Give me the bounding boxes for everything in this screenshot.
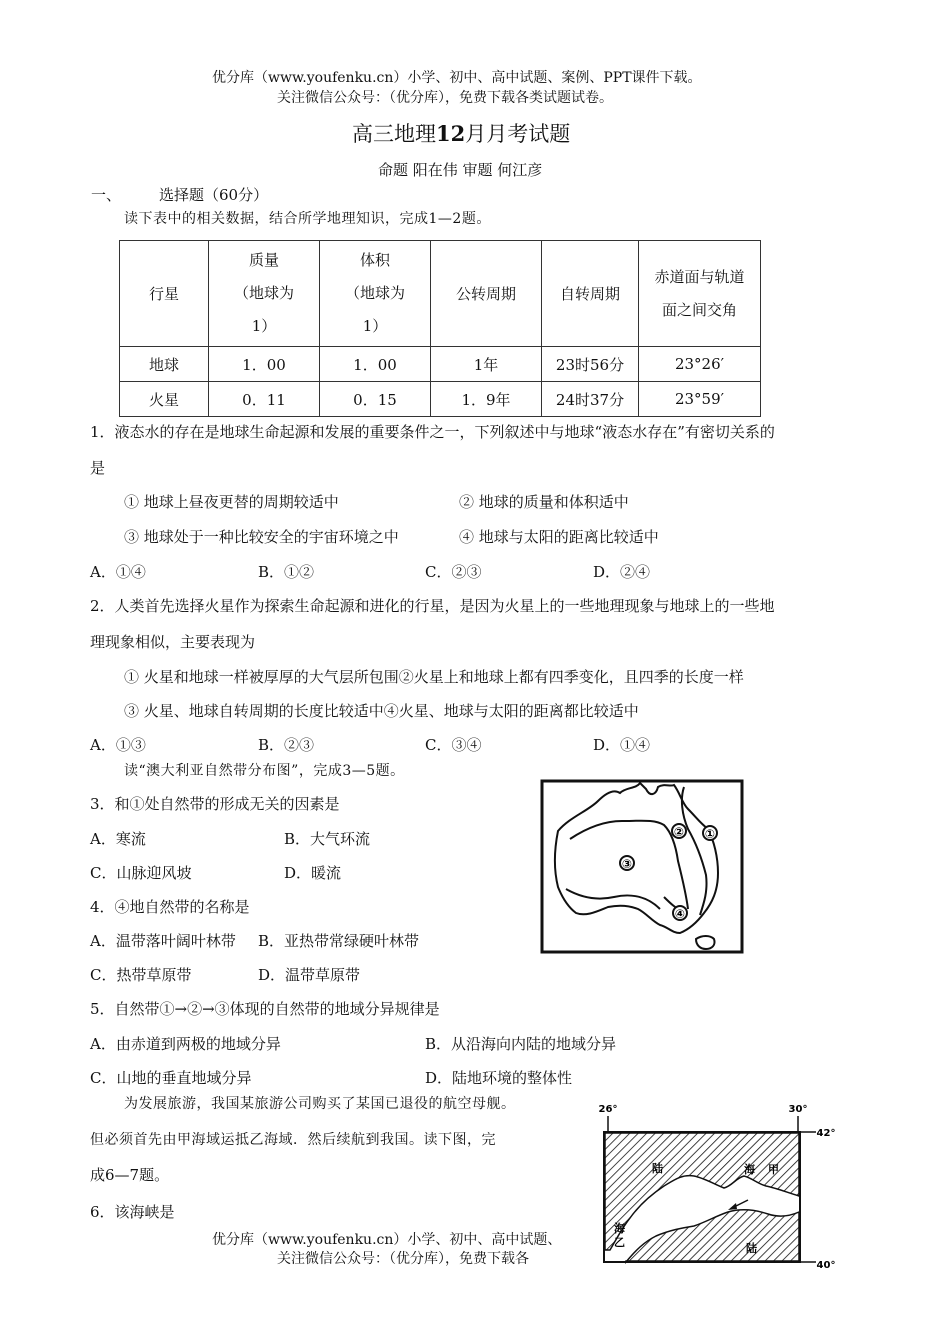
lon-right-label: 30° xyxy=(788,1104,808,1115)
q2-stem-a: 2．人类首先选择火星作为探索生命起源和进化的行星，是因为火星上的一些地理现象与地球上的一些地 xyxy=(90,597,775,615)
zone-label-2 xyxy=(672,824,686,839)
zone-label-2-text: ② xyxy=(673,825,685,839)
q1-answer-d: D．②④ xyxy=(593,563,651,581)
authors: 命题 阳在伟 审题 何江彦 xyxy=(378,161,543,179)
q1-option-2: ② 地球的质量和体积适中 xyxy=(459,493,629,511)
q4-answer-a: A．温带落叶阔叶林带 xyxy=(90,932,236,950)
table-header-volume xyxy=(320,241,431,347)
australia-natural-zone-map xyxy=(540,779,744,954)
q1-stem-a: 1．液态水的存在是地球生命起源和发展的重要条件之一，下列叙述中与地球“液态水存在”有密切关系的 xyxy=(90,423,775,441)
table-cell: 火星 xyxy=(120,382,209,417)
section-number: 一、 xyxy=(91,186,122,204)
jia-label: 甲 xyxy=(768,1163,779,1176)
table-row xyxy=(120,382,761,417)
strait-map xyxy=(586,1100,838,1272)
table-cell: 0．15 xyxy=(320,382,431,417)
table-cell: 0．11 xyxy=(209,382,320,417)
q1-option-4: ④ 地球与太阳的距离比较适中 xyxy=(459,528,659,546)
volume-header-line: （地球为 xyxy=(344,284,405,302)
intro-q6-7-line-3: 成6—7题。 xyxy=(90,1166,170,1184)
sea-label-yi: 海 xyxy=(614,1222,625,1235)
lat-top-label: 42° xyxy=(816,1128,836,1139)
yi-label: 乙 xyxy=(614,1236,625,1249)
q2-answer-c: C．③④ xyxy=(425,736,482,754)
q1-stem-b: 是 xyxy=(90,459,106,477)
q3-answer-c: C．山脉迎风坡 xyxy=(90,864,192,882)
volume-header-line: 体积 xyxy=(359,251,390,269)
q1-answer-c: C．②③ xyxy=(425,563,482,581)
q4-answer-c: C．热带草原带 xyxy=(90,966,192,984)
table-cell: 23°59′ xyxy=(639,382,761,417)
lat-bottom-label: 40° xyxy=(816,1260,836,1271)
footer-line-2: 关注微信公众号：（优分库），免费下载各 xyxy=(277,1251,529,1267)
table-cell: 1．00 xyxy=(320,347,431,382)
q4-answer-b: B．亚热带常绿硬叶林带 xyxy=(258,932,420,950)
table-header-angle xyxy=(639,241,761,347)
angle-header-line: 赤道面与轨道 xyxy=(654,267,745,286)
volume-header-line: 1） xyxy=(362,317,388,335)
table-header-mass xyxy=(209,241,320,347)
intro-q6-7-line-1: 为发展旅游，我国某旅游公司购买了某国已退役的航空母舰。 xyxy=(124,1096,516,1112)
q5-answer-b: B．从沿海向内陆的地域分异 xyxy=(425,1035,617,1053)
q2-answer-d: D．①④ xyxy=(593,736,651,754)
intro-q6-7-line-2: 但必须首先由甲海域运抵乙海域．然后续航到我国。读下图，完 xyxy=(90,1132,496,1148)
q3-answer-b: B．大气环流 xyxy=(284,830,371,848)
q2-answer-b: B．②③ xyxy=(258,736,315,754)
table-row xyxy=(120,347,761,382)
table-header-planet: 行星 xyxy=(120,241,209,347)
q6-stem: 6．该海峡是 xyxy=(90,1203,175,1221)
q3-stem: 3．和①处自然带的形成无关的因素是 xyxy=(90,795,340,813)
q2-stem-b: 理现象相似，主要表现为 xyxy=(90,633,256,651)
mass-header-line: 质量 xyxy=(248,251,279,269)
title-number: 12 xyxy=(436,121,466,146)
table-header-orbit: 公转周期 xyxy=(431,241,542,347)
q4-answer-d: D．温带草原带 xyxy=(258,966,361,984)
q5-answer-d: D．陆地环境的整体性 xyxy=(425,1069,573,1087)
land-label-north: 陆 xyxy=(652,1162,663,1175)
zone-label-3 xyxy=(620,856,634,871)
q2-line-2: ③ 火星、地球自转周期的长度比较适中④火星、地球与太阳的距离都比较适中 xyxy=(124,702,639,720)
angle-header-line: 面之间交角 xyxy=(661,300,737,319)
title-prefix: 高三地理 xyxy=(352,122,436,146)
table-header-rotation: 自转周期 xyxy=(542,241,639,347)
table-cell: 1．00 xyxy=(209,347,320,382)
intro-q3-5: 读“澳大利亚自然带分布图”，完成3—5题。 xyxy=(124,763,405,779)
q1-answer-b: B．①② xyxy=(258,563,315,581)
table-cell: 23时56分 xyxy=(542,347,639,382)
lon-left-label: 26° xyxy=(598,1104,618,1115)
q2-answer-a: A．①③ xyxy=(90,736,146,754)
zone-label-4-text: ④ xyxy=(674,907,686,921)
zone-label-1 xyxy=(703,826,717,841)
q1-option-1: ① 地球上昼夜更替的周期较适中 xyxy=(124,493,339,511)
zone-label-3-text: ③ xyxy=(621,857,633,871)
table-cell: 1年 xyxy=(431,347,542,382)
header-line-2: 关注微信公众号：（优分库），免费下载各类试题试卷。 xyxy=(277,90,613,106)
planet-table xyxy=(119,240,761,417)
title-suffix: 月月考试题 xyxy=(465,122,571,146)
mass-header-line: （地球为 xyxy=(233,284,294,302)
q1-answer-a: A．①④ xyxy=(90,563,146,581)
q5-answer-a: A．由赤道到两极的地域分异 xyxy=(90,1035,281,1053)
q3-answer-d: D．暖流 xyxy=(284,864,342,882)
footer-line-1: 优分库（www.youfenku.cn）小学、初中、高中试题、 xyxy=(212,1232,562,1248)
section-label: 选择题（60分） xyxy=(159,186,269,204)
table-cell: 23°26′ xyxy=(639,347,761,382)
q2-line-1: ① 火星和地球一样被厚厚的大气层所包围②火星上和地球上都有四季变化，且四季的长度一样 xyxy=(124,668,744,686)
table-cell: 1．9年 xyxy=(431,382,542,417)
q3-answer-a: A．寒流 xyxy=(90,830,146,848)
q5-stem: 5．自然带①→②→③体现的自然带的地域分异规律是 xyxy=(90,1000,440,1018)
zone-label-4 xyxy=(673,906,687,921)
q1-option-3: ③ 地球处于一种比较安全的宇宙环境之中 xyxy=(124,528,399,546)
zone-label-1-text: ① xyxy=(704,827,716,841)
mass-header-line: 1） xyxy=(251,317,277,335)
q5-answer-c: C．山地的垂直地域分异 xyxy=(90,1069,252,1087)
header-line-1: 优分库（www.youfenku.cn）小学、初中、高中试题、案例、PPT课件下载。 xyxy=(212,70,702,86)
land-label-south: 陆 xyxy=(746,1242,757,1255)
table-cell: 地球 xyxy=(120,347,209,382)
sea-label-jia: 海 xyxy=(744,1163,755,1176)
page-title xyxy=(352,118,570,148)
intro-q1-2: 读下表中的相关数据，结合所学地理知识，完成1—2题。 xyxy=(124,211,491,227)
map-frame xyxy=(542,781,742,952)
table-cell: 24时37分 xyxy=(542,382,639,417)
q4-stem: 4．④地自然带的名称是 xyxy=(90,898,250,916)
